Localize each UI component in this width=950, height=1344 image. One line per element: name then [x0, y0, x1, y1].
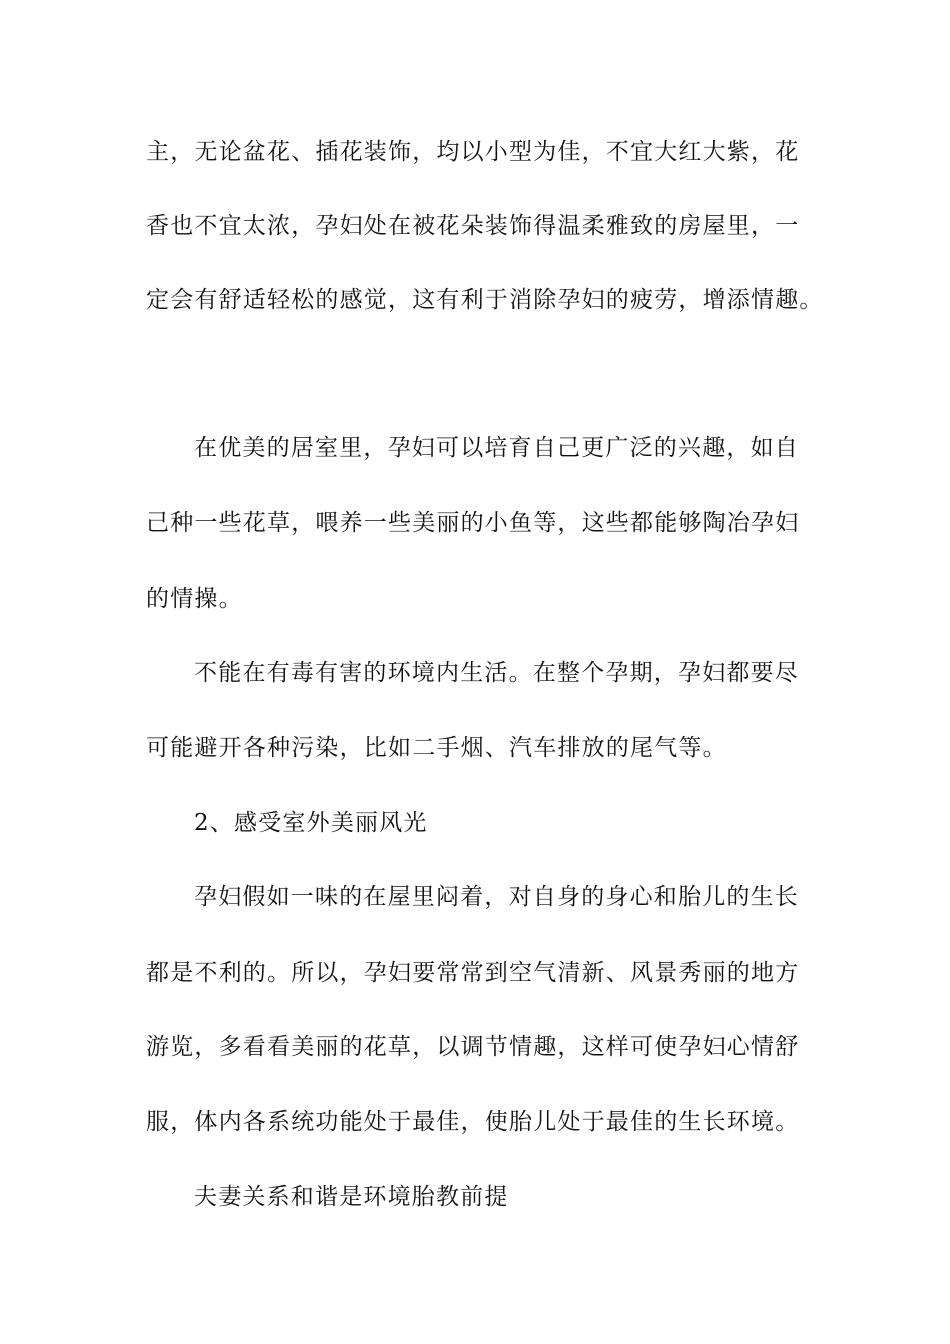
paragraph-4-line-4: 服，体内各系统功能处于最佳，使胎儿处于最佳的生长环境。	[146, 1109, 800, 1135]
paragraph-4-line-3: 游览，多看看美丽的花草，以调节情趣，这样可使孕妇心情舒	[146, 1034, 800, 1060]
paragraph-4-line-1: 孕妇假如一味的在屋里闷着，对自身的身心和胎儿的生长	[194, 884, 799, 910]
paragraph-2-line-2: 己种一些花草，喂养一些美丽的小鱼等，这些都能够陶冶孕妇	[146, 510, 800, 536]
paragraph-1-line-1: 主，无论盆花、插花装饰，均以小型为佳，不宜大红大紫，花	[146, 139, 800, 165]
paragraph-3-line-1: 不能在有毒有害的环境内生活。在整个孕期，孕妇都要尽	[194, 660, 799, 686]
paragraph-2-line-3: 的情操。	[146, 586, 243, 612]
section-heading-couple-harmony: 夫妻关系和谐是环境胎教前提	[194, 1184, 509, 1210]
paragraph-1-line-2: 香也不宜太浓，孕妇处在被花朵装饰得温柔雅致的房屋里，一	[146, 213, 800, 239]
paragraph-4-line-2: 都是不利的。所以，孕妇要常常到空气清新、风景秀丽的地方	[146, 960, 800, 986]
paragraph-2-line-1: 在优美的居室里，孕妇可以培育自己更广泛的兴趣，如自	[194, 435, 799, 461]
paragraph-1-line-3: 定会有舒适轻松的感觉，这有利于消除孕妇的疲劳，增添情趣。	[146, 287, 824, 313]
section-heading-outdoor: 2、感受室外美丽风光	[194, 810, 428, 836]
paragraph-3-line-2: 可能避开各种污染，比如二手烟、汽车排放的尾气等。	[146, 735, 727, 761]
